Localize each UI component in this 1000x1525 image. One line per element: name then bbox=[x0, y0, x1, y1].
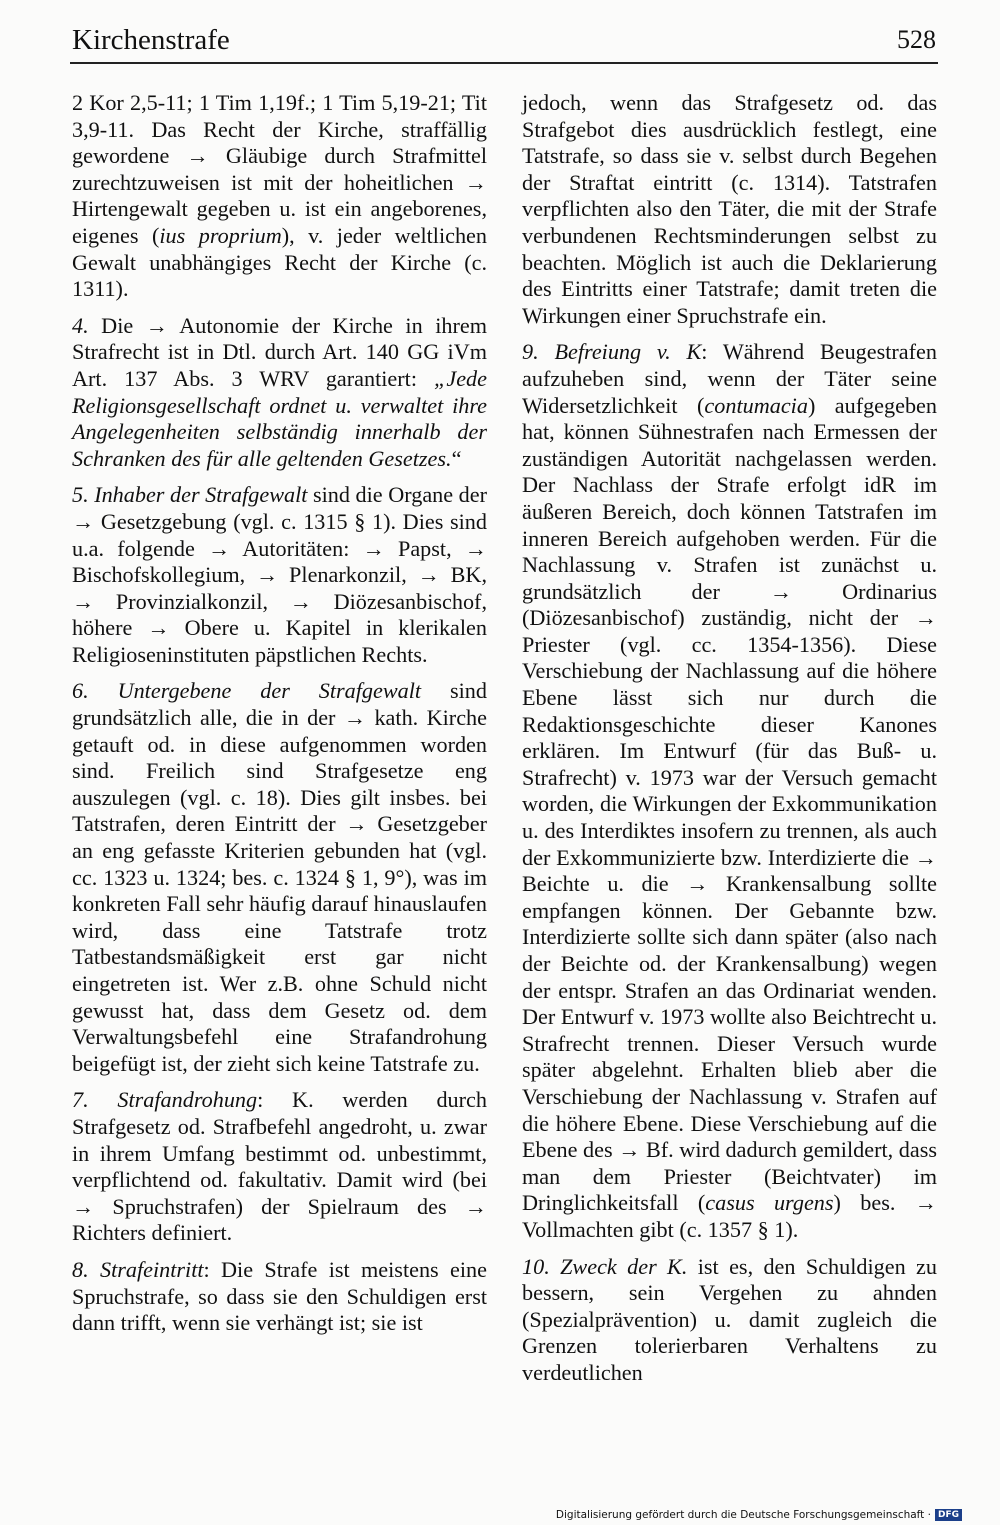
digitization-credit bbox=[556, 1508, 962, 1522]
section-heading: 7. Strafandrohung bbox=[72, 1087, 258, 1113]
page-header bbox=[72, 22, 936, 62]
header-rule bbox=[70, 62, 938, 64]
section-heading: 8. Strafeintritt bbox=[72, 1256, 204, 1282]
paragraph-text: jedoch, wenn das Strafgesetz od. das Strafgebot dies ausdrücklich festlegt, eine Tatstrafe, so dass sie v. selbst durch Begehen der Straftat eintritt (c. 1314). Tatstrafen verpflichten also den Täter, die mit der Strafe verbundenen Rechtsminderungen selbst zu beachten. Möglich ist auch die Deklarierung des Eintritts einer Tatstrafe; damit treten die Wirkungen einer Spruchstrafe ein. bbox=[522, 90, 937, 328]
section-heading: 5. Inhaber der Strafgewalt bbox=[72, 482, 308, 508]
quotation: „Jede Religionsgesellschaft ordnet u. verwaltet ihre Angelegenheiten selbständig innerhalb der Schranken des für alle geltenden Gesetzes. bbox=[72, 365, 487, 471]
paragraph-text: ) aufgegeben hat, können Sühnestrafen nach Ermessen der zuständigen Autorität nachgelassen werden. Der Nachlass der Strafe erfolgt idR im äußeren Bereich, doch können Tatstrafen im inneren Bereich aufgehoben werden. Für die Nachlassung v. Strafen ist zunächst u. grundsätzlich der → Ordinarius (Diözesanbischof) zuständig, nicht der → Priester (vgl. cc. 1354-1356). Diese Verschiebung der Nachlassung auf die höhere Ebene lässt sich nur durch die Redaktionsgeschichte dieser Kanones erklären. Im Entwurf (für das Buß- u. Strafrecht) v. 1973 war der Versuch gemacht worden, die Wirkungen der Exkommunikation u. des Interdiktes insofern zu trennen, als auch der Exkommunizierte bzw. Interdizierte die → Beichte u. die → Krankensalbung sollte empfangen können. Der Gebannte bzw. Interdizierte sollte sich dann später (also nach der Beichte od. der Krankensalbung) wegen der entspr. Strafen an das Ordinariat wenden. Der Entwurf v. 1973 wollte also Beichtrecht u. Strafrecht trennen. Dieser Versuch wurde später abgelehnt. Erhalten blieb aber die Verschiebung der Nachlassung v. Strafen auf die höhere Ebene. Diese Verschiebung auf die Ebene des → Bf. wird dadurch gemildert, dass man dem Priester (Beichtvater) im Dringlichkeitsfall ( bbox=[522, 392, 937, 1216]
paragraph-text: “ bbox=[451, 445, 462, 471]
right-column bbox=[522, 90, 937, 1397]
running-head: Kirchenstrafe bbox=[72, 24, 230, 56]
paragraph-7 bbox=[72, 1087, 487, 1247]
left-column bbox=[72, 90, 487, 1347]
paragraph-3-continued bbox=[72, 90, 487, 303]
page-number: 528 bbox=[897, 25, 936, 54]
paragraph-5 bbox=[72, 482, 487, 668]
credit-text: Digitalisierung gefördert durch die Deutsche Forschungsgemeinschaft · bbox=[555, 1509, 931, 1521]
dfg-logo-icon: DFG bbox=[935, 1509, 962, 1521]
paragraph-text: : Die Strafe ist meistens eine Spruchstrafe, so dass sie den Schuldigen erst dann trifft, wenn sie verhängt ist; sie ist bbox=[72, 1256, 487, 1336]
latin-term: ius proprium bbox=[159, 222, 282, 248]
paragraph-9 bbox=[522, 339, 937, 1243]
paragraph-8-continued bbox=[522, 90, 937, 329]
section-heading: 6. Untergebene der Strafgewalt bbox=[72, 678, 422, 704]
paragraph-text: ), v. jeder weltlichen Gewalt unabhängiges Recht der Kirche (c. 1311). bbox=[72, 222, 487, 302]
paragraph-text: ist es, den Schuldigen zu bessern, sein Vergehen zu ahnden (Spezialprävention) u. damit zugleich die Grenzen tolerierbaren Verhaltens zu verdeutlichen bbox=[522, 1253, 937, 1385]
paragraph-text: sind grundsätzlich alle, die in der → kath. Kirche getauft od. in diese aufgenommen worden sind. Freilich sind Strafgesetze eng auszulegen (vgl. c. 18). Dies gilt insbes. bei Tatstrafen, deren Eintritt der → Gesetzgeber an eng gefasste Kriterien gebunden hat (vgl. cc. 1323 u. 1324; bes. c. 1324 § 1, 9°), was im konkreten Fall sehr häufig darauf hinauslaufen wird, dass eine Tatstrafe trotz Tatbestandsmäßigkeit erst gar nicht eingetreten ist. Wer z.B. ohne Schuld nicht gewusst hat, dass dem Gesetz od. dem Verwaltungsbefehl eine Strafandrohung beigefügt ist, der zieht sich keine Tatstrafe zu. bbox=[72, 678, 487, 1076]
section-heading: 10. Zweck der K. bbox=[522, 1253, 688, 1279]
section-number: 4. bbox=[72, 312, 89, 338]
latin-term: casus urgens bbox=[705, 1190, 834, 1216]
paragraph-6 bbox=[72, 678, 487, 1077]
paragraph-10 bbox=[522, 1254, 937, 1387]
paragraph-text: : Während Beugestrafen aufzuheben sind, wenn der Täter seine Widersetzlichkeit ( bbox=[522, 339, 937, 418]
latin-term: contumacia bbox=[704, 392, 808, 418]
paragraph-text: Die → Autonomie der Kirche in ihrem Strafrecht ist in Dtl. durch Art. 140 GG iVm Art. 137 Abs. 3 WRV garantiert: bbox=[72, 312, 487, 391]
paragraph-text: 2 Kor 2,5-11; 1 Tim 1,19f.; 1 Tim 5,19-21; Tit 3,9-11. Das Recht der Kirche, straffällig gewordene → Gläubige durch Strafmittel zurechtzuweisen ist mit der hoheitlichen → Hirtengewalt gegeben u. ist ein angeborenes, eigenes ( bbox=[72, 90, 487, 248]
paragraph-8 bbox=[72, 1257, 487, 1337]
paragraph-text: : K. werden durch Strafgesetz od. Strafbefehl angedroht, u. zwar in ihrem Umfang bestimmt od. unbestimmt, verpflichtend od. fakultativ. Damit wird (bei → Spruchstrafen) der Spielraum des → Richters definiert. bbox=[72, 1087, 487, 1246]
paragraph-4 bbox=[72, 313, 487, 473]
section-heading: 9. Befreiung v. K bbox=[522, 339, 702, 365]
paragraph-text: sind die Organe der → Gesetzgebung (vgl. c. 1315 § 1). Dies sind u.a. folgende → Autoritäten: → Papst, → Bischofskollegium, → Plenarkonzil, → BK, → Provinzialkonzil, → Diözesanbischof, höhere → Obere u. Kapitel in klerikalen Religioseninstituten päpstlichen Rechts. bbox=[72, 482, 487, 667]
paragraph-text: ) bes. → Vollmachten gibt (c. 1357 § 1). bbox=[522, 1190, 937, 1242]
